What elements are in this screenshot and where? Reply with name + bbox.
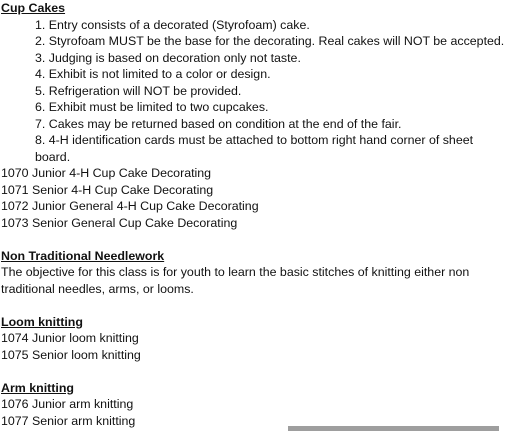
section-heading-needlework: Non Traditional Needlework bbox=[1, 248, 165, 263]
class-entry: 1071 Senior 4-H Cup Cake Decorating bbox=[1, 182, 214, 197]
cup-cake-rules-list bbox=[0, 17, 515, 166]
rule-item: 8. 4-H identification cards must be attached to bottom right hand corner of sheet board. bbox=[35, 133, 474, 164]
section-heading-cup-cakes: Cup Cakes bbox=[1, 1, 66, 15]
spacer bbox=[0, 363, 515, 380]
spacer bbox=[0, 297, 515, 314]
rule-item: 3. Judging is based on decoration only not taste. bbox=[35, 50, 301, 65]
spacer bbox=[0, 231, 515, 248]
class-entry: 1077 Senior arm knitting bbox=[1, 413, 136, 428]
horizontal-scrollbar-thumb[interactable] bbox=[288, 426, 499, 431]
rule-item: 6. Exhibit must be limited to two cupcakes. bbox=[35, 100, 269, 114]
section-heading-arm-knitting: Arm knitting bbox=[1, 380, 74, 395]
class-entry: 1074 Junior loom knitting bbox=[1, 331, 139, 345]
section-heading-loom-knitting: Loom knitting bbox=[1, 314, 83, 329]
cup-cake-class-list bbox=[0, 165, 515, 231]
rule-item: 2. Styrofoam MUST be the base for the decorating. Real cakes will NOT be accepted. bbox=[35, 34, 505, 48]
class-entry: 1076 Junior arm knitting bbox=[1, 397, 134, 411]
rule-item: 7. Cakes may be returned based on condition at the end of the fair. bbox=[35, 116, 402, 131]
rule-item: 1. Entry consists of a decorated (Styrofoam) cake. bbox=[35, 17, 310, 32]
rule-item: 4. Exhibit is not limited to a color or design. bbox=[35, 67, 271, 81]
rule-item: 5. Refrigeration will NOT be provided. bbox=[35, 83, 242, 98]
needlework-description: The objective for this class is for youth to learn the basic stitches of knitting either non traditional needles, arms, or looms. bbox=[1, 265, 470, 296]
class-entry: 1073 Senior General Cup Cake Decorating bbox=[1, 215, 238, 230]
class-entry: 1072 Junior General 4-H Cup Cake Decorating bbox=[1, 199, 259, 213]
class-entry: 1070 Junior 4-H Cup Cake Decorating bbox=[1, 166, 212, 180]
class-entry: 1075 Senior loom knitting bbox=[1, 347, 141, 362]
